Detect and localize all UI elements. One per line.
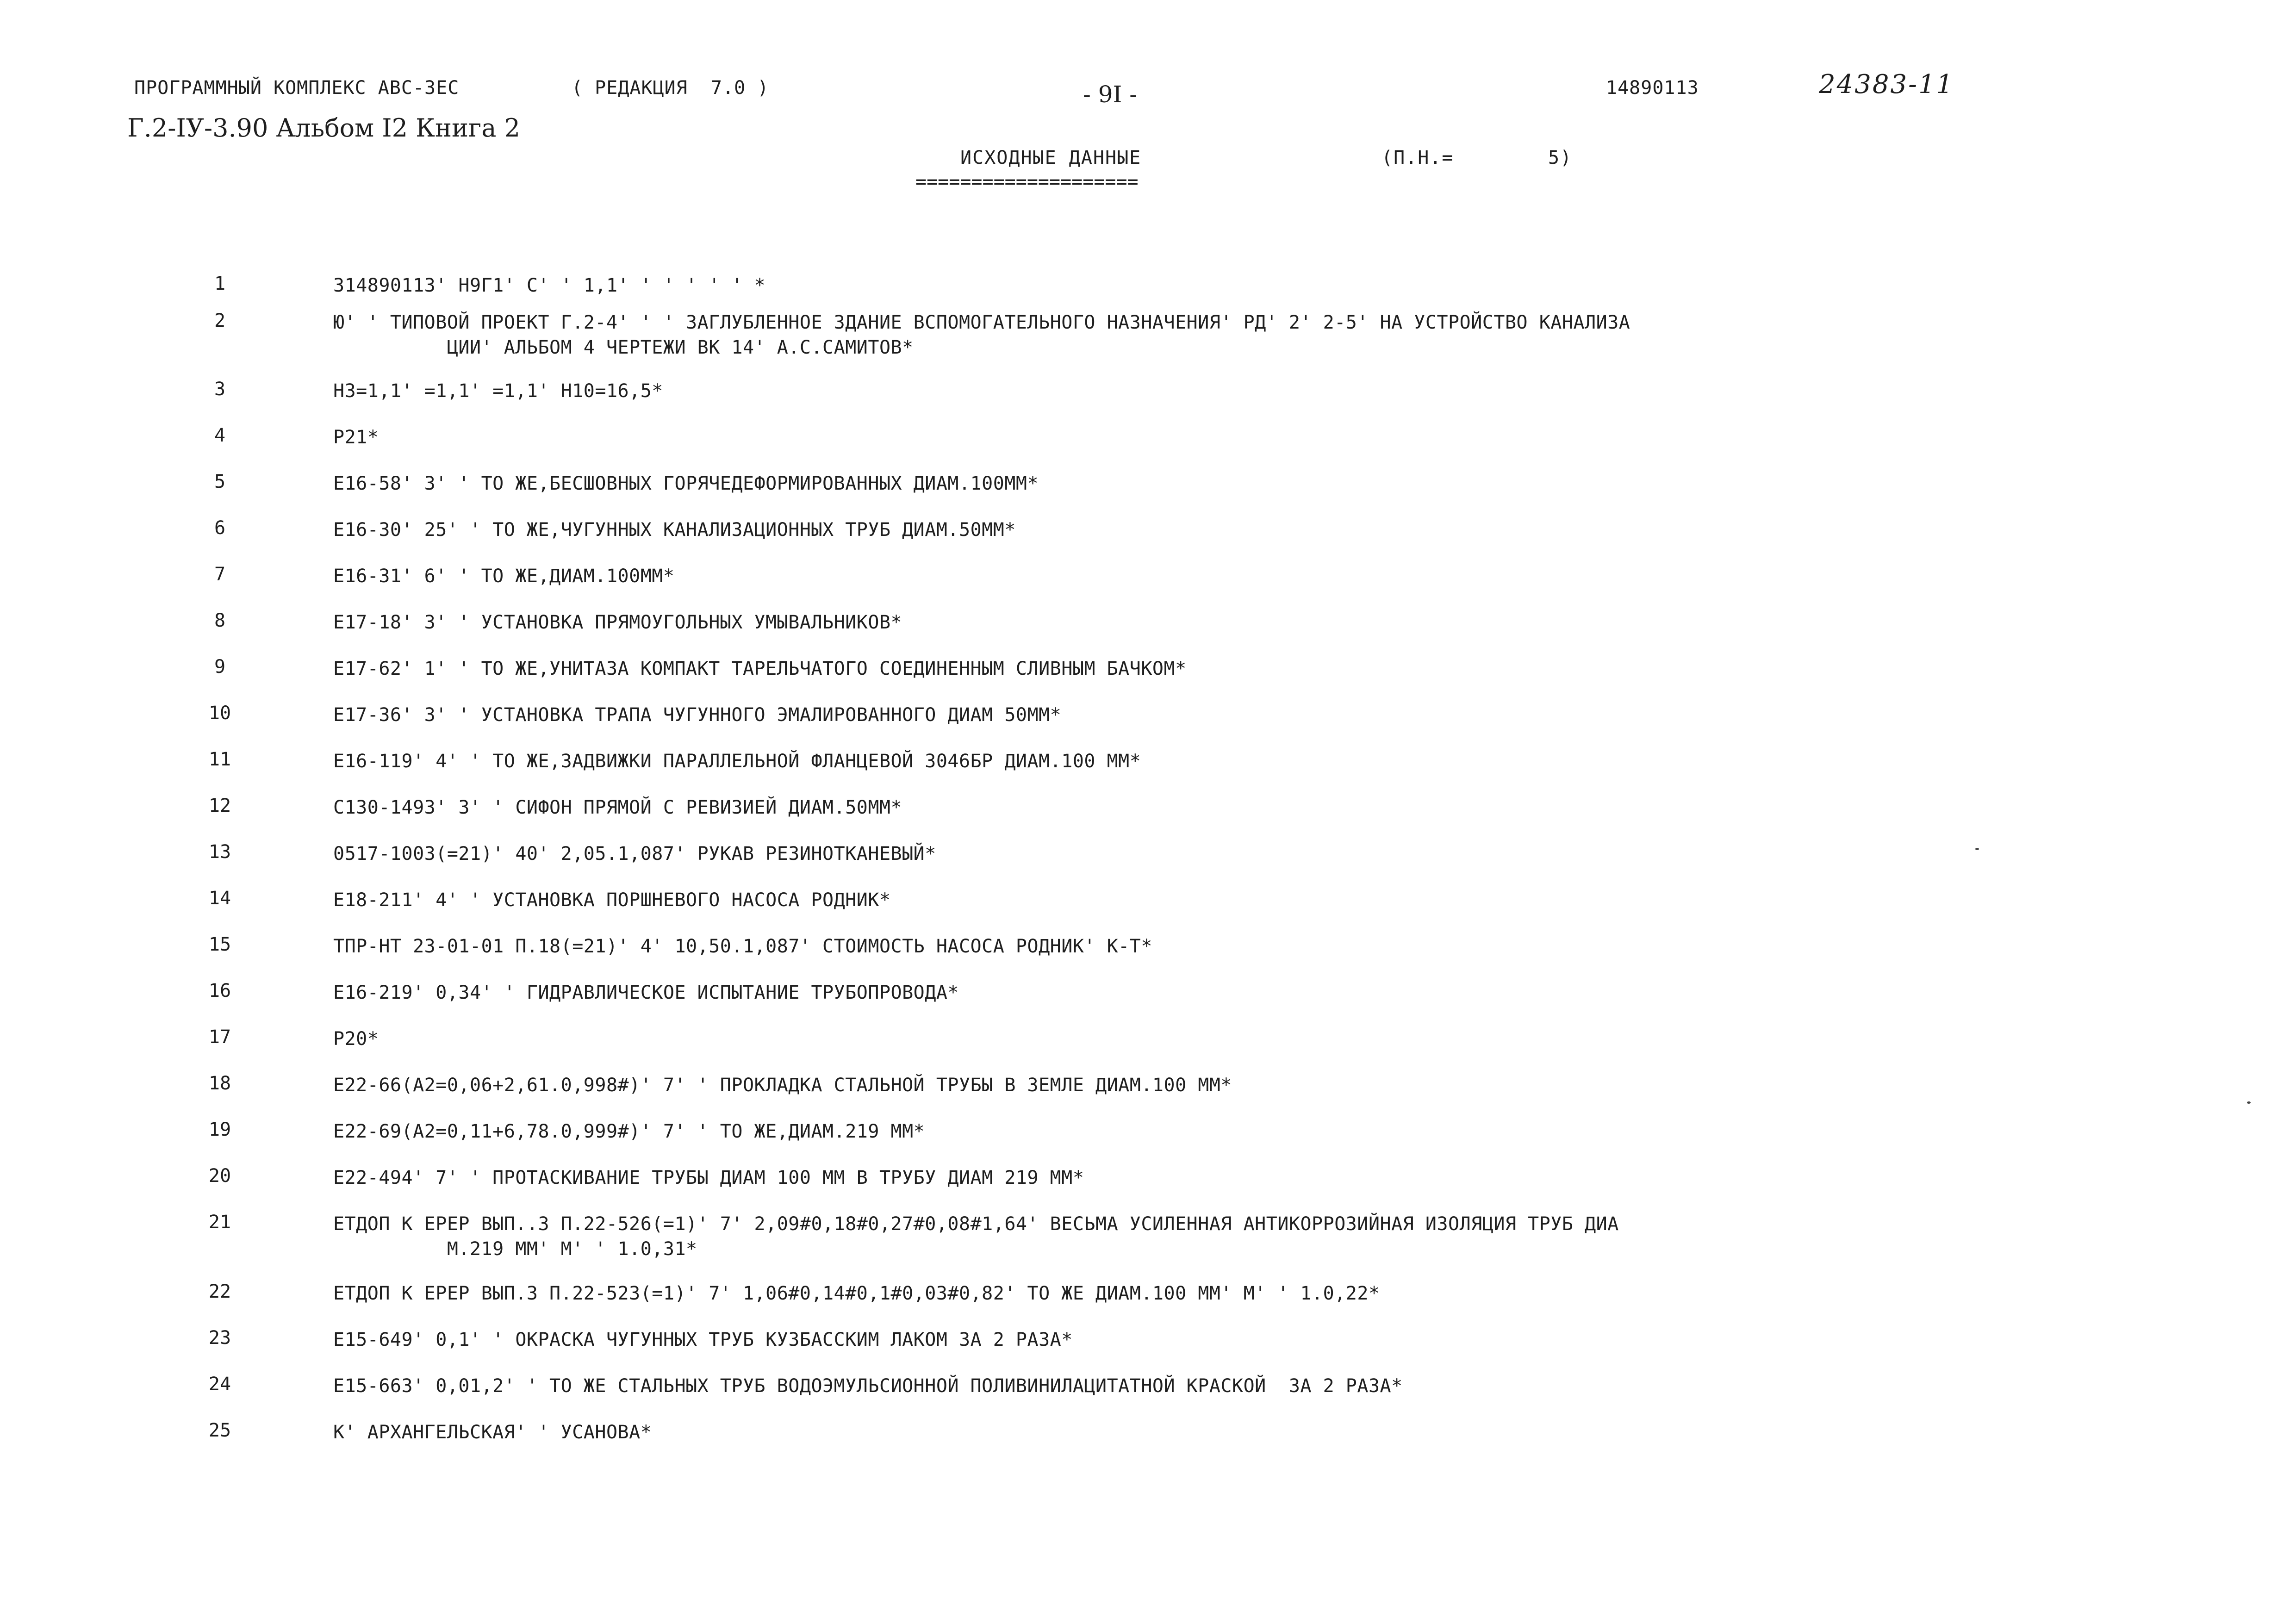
row-number: 8 [214, 610, 226, 631]
row-text-line: Е17-18' 3' ' УСТАНОВКА ПРЯМОУГОЛЬНЫХ УМЫВАЛЬНИКОВ* [333, 612, 902, 633]
row-text [333, 1026, 1944, 1051]
row-number: 7 [214, 564, 226, 585]
row-number: 18 [208, 1073, 231, 1094]
row-number: 21 [208, 1212, 231, 1233]
row-number: 11 [208, 749, 231, 770]
row-number: 5 [214, 471, 226, 492]
row-text [333, 703, 1944, 728]
row-text-line: Е22-494' 7' ' ПРОТАСКИВАНИЕ ТРУБЫ ДИАМ 100 ММ В ТРУБУ ДИАМ 219 ММ* [333, 1167, 1084, 1188]
row-text [333, 1165, 1944, 1190]
row-number: 20 [208, 1165, 231, 1187]
row-number: 14 [208, 888, 231, 909]
row-text-line: Е15-649' 0,1' ' ОКРАСКА ЧУГУННЫХ ТРУБ КУЗБАССКИМ ЛАКОМ ЗА 2 РАЗА* [333, 1329, 1073, 1350]
row-text-line: Р20* [333, 1028, 379, 1050]
row-text [333, 749, 1944, 774]
document-code: 14890113 [1606, 77, 1699, 99]
row-text-line: Е17-62' 1' ' ТО ЖЕ,УНИТАЗА КОМПАКТ ТАРЕЛЬЧАТОГО СОЕДИНЕННЫМ СЛИВНЫМ БАЧКОМ* [333, 658, 1187, 679]
row-text [333, 1327, 1944, 1352]
row-text [333, 273, 1944, 298]
program-title: ПРОГРАММНЫЙ КОМПЛЕКС АВС-3ЕС [134, 77, 460, 99]
row-text [333, 1420, 1944, 1445]
row-text [333, 379, 1944, 404]
row-text-line: М.219 ММ' М' ' 1.0,31* [333, 1238, 697, 1260]
row-text-line: 0517-1003(=21)' 40' 2,05.1,087' РУКАВ РЕЗИНОТКАНЕВЫЙ* [333, 843, 936, 864]
row-number: 13 [208, 841, 231, 863]
row-number: 23 [208, 1327, 231, 1349]
row-text-line: Е16-58' 3' ' ТО ЖЕ,БЕСШОВНЫХ ГОРЯЧЕДЕФОРМИРОВАННЫХ ДИАМ.100ММ* [333, 473, 1039, 494]
pn-value: 5) [1548, 147, 1573, 168]
row-number: 1 [214, 273, 226, 294]
pn-label: (П.Н.= [1381, 147, 1454, 168]
row-text-line: Н3=1,1' =1,1' =1,1' Н10=16,5* [333, 380, 663, 402]
scan-speck [2247, 1101, 2251, 1104]
row-text-line: Е17-36' 3' ' УСТАНОВКА ТРАПА ЧУГУННОГО ЭМАЛИРОВАННОГО ДИАМ 50ММ* [333, 704, 1062, 726]
row-number: 3 [214, 379, 226, 400]
row-text [333, 656, 1944, 681]
row-text-line: ЕТДОП К ЕРЕР ВЫП..3 П.22-526(=1)' 7' 2,09#0,18#0,27#0,08#1,64' ВЕСЬМА УСИЛЕННАЯ АНТИКОРРОЗИЙНАЯ ИЗОЛЯЦИЯ ТРУБ ДИА [333, 1213, 1619, 1235]
row-text [333, 795, 1944, 820]
row-text-line: Е16-30' 25' ' ТО ЖЕ,ЧУГУННЫХ КАНАЛИЗАЦИОННЫХ ТРУБ ДИАМ.50ММ* [333, 519, 1016, 541]
row-number: 17 [208, 1026, 231, 1048]
row-number: 25 [208, 1420, 231, 1441]
handwritten-number: 24383-11 [1819, 69, 1954, 99]
row-text [333, 310, 1944, 360]
row-text-line: К' АРХАНГЕЛЬСКАЯ' ' УСАНОВА* [333, 1422, 652, 1443]
row-text [333, 471, 1944, 496]
row-text-line: Е18-211' 4' ' УСТАНОВКА ПОРШНЕВОГО НАСОСА РОДНИК* [333, 889, 891, 911]
row-text-line: Е16-31' 6' ' ТО ЖЕ,ДИАМ.100ММ* [333, 566, 675, 587]
row-text-line: С130-1493' 3' ' СИФОН ПРЯМОЙ С РЕВИЗИЕЙ ДИАМ.50ММ* [333, 797, 902, 818]
row-text [333, 1073, 1944, 1098]
row-text [333, 888, 1944, 913]
row-text-line: Е16-119' 4' ' ТО ЖЕ,ЗАДВИЖКИ ПАРАЛЛЕЛЬНОЙ ФЛАНЦЕВОЙ 3046БР ДИАМ.100 ММ* [333, 751, 1141, 772]
row-text-line: Е22-66(А2=0,06+2,61.0,998#)' 7' ' ПРОКЛАДКА СТАЛЬНОЙ ТРУБЫ В ЗЕМЛЕ ДИАМ.100 ММ* [333, 1075, 1232, 1096]
row-number: 9 [214, 656, 226, 678]
row-text [333, 425, 1944, 450]
row-text-line: Ю' ' ТИПОВОЙ ПРОЕКТ Г.2-4' ' ' ЗАГЛУБЛЕННОЕ ЗДАНИЕ ВСПОМОГАТЕЛЬНОГО НАЗНАЧЕНИЯ' РД' 2' 2-5' НА УСТРОЙСТВО КАНАЛИЗА [333, 312, 1630, 333]
row-text [333, 934, 1944, 959]
row-text [333, 564, 1944, 589]
row-text-line: ЦИИ' АЛЬБОМ 4 ЧЕРТЕЖИ ВК 14' А.С.САМИТОВ* [333, 337, 914, 358]
row-number: 24 [208, 1374, 231, 1395]
section-title-underline: ==================== [915, 171, 1139, 193]
page-number: - 9I - [1083, 81, 1138, 108]
row-text [333, 517, 1944, 542]
row-text [333, 1212, 1944, 1262]
row-number: 19 [208, 1119, 231, 1140]
row-text-line: Е16-219' 0,34' ' ГИДРАВЛИЧЕСКОЕ ИСПЫТАНИЕ ТРУБОПРОВОДА* [333, 982, 959, 1003]
row-text-line: Р21* [333, 427, 379, 448]
row-text [333, 841, 1944, 866]
row-number: 10 [208, 703, 231, 724]
row-text-line: ЕТДОП К ЕРЕР ВЫП.3 П.22-523(=1)' 7' 1,06#0,14#0,1#0,03#0,82' ТО ЖЕ ДИАМ.100 ММ' М' ' 1.0,22* [333, 1283, 1380, 1304]
row-number: 22 [208, 1281, 231, 1302]
section-title: ИСХОДНЫЕ ДАННЫЕ [960, 147, 1142, 168]
row-text-line: 314890113' Н9Г1' С' ' 1,1' ' ' ' ' ' * [333, 275, 766, 296]
album-reference: Г.2-IУ-3.90 Альбом I2 Книга 2 [127, 113, 520, 143]
row-text-line: Е15-663' 0,01,2' ' ТО ЖЕ СТАЛЬНЫХ ТРУБ ВОДОЭМУЛЬСИОННОЙ ПОЛИВИНИЛАЦИТАТНОЙ КРАСКОЙ ЗА 2 РАЗА* [333, 1375, 1403, 1397]
row-number: 12 [208, 795, 231, 816]
row-number: 16 [208, 980, 231, 1001]
row-text [333, 1374, 1944, 1399]
row-number: 4 [214, 425, 226, 446]
edition-label: ( РЕДАКЦИЯ 7.0 ) [572, 77, 769, 99]
row-text-line: Е22-69(А2=0,11+6,78.0,999#)' 7' ' ТО ЖЕ,ДИАМ.219 ММ* [333, 1121, 925, 1142]
scan-speck [1975, 848, 1979, 850]
row-text [333, 980, 1944, 1005]
row-number: 15 [208, 934, 231, 955]
row-number: 2 [214, 310, 226, 331]
row-text [333, 1281, 1944, 1306]
row-text [333, 1119, 1944, 1144]
row-text [333, 610, 1944, 635]
row-text-line: ТПР-НТ 23-01-01 П.18(=21)' 4' 10,50.1,087' СТОИМОСТЬ НАСОСА РОДНИК' К-Т* [333, 936, 1152, 957]
row-number: 6 [214, 517, 226, 539]
